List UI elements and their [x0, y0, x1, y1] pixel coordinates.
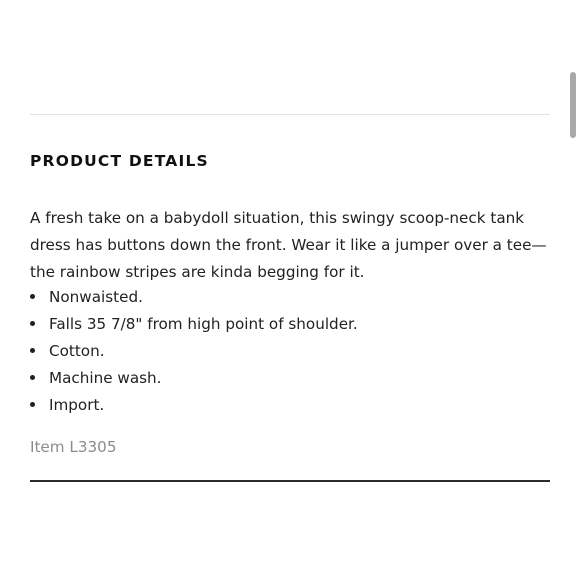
- list-item: [30, 311, 358, 338]
- feature-text: Machine wash.: [49, 369, 162, 387]
- feature-text: Import.: [49, 396, 105, 414]
- list-item: [30, 338, 358, 365]
- section-title: PRODUCT DETAILS: [30, 152, 209, 170]
- feature-text: Falls 35 7/8" from high point of shoulder.: [49, 315, 358, 333]
- feature-text: Cotton.: [49, 342, 105, 360]
- bullet-icon: [30, 294, 35, 299]
- bullet-icon: [30, 321, 35, 326]
- top-divider: [30, 114, 550, 115]
- list-item: [30, 284, 358, 311]
- item-number: Item L3305: [30, 438, 117, 456]
- bullet-icon: [30, 402, 35, 407]
- list-item: [30, 365, 358, 392]
- scrollbar[interactable]: [567, 0, 580, 580]
- bottom-divider: [30, 480, 550, 482]
- scrollbar-thumb[interactable]: [570, 72, 576, 138]
- feature-text: Nonwaisted.: [49, 288, 143, 306]
- product-features-list: [30, 284, 358, 419]
- bullet-icon: [30, 375, 35, 380]
- bullet-icon: [30, 348, 35, 353]
- product-description: A fresh take on a babydoll situation, this swingy scoop-neck tank dress has buttons down the front. Wear it like a jumper over a tee—the rainbow stripes are kinda begging for it.: [30, 209, 547, 281]
- list-item: [30, 392, 358, 419]
